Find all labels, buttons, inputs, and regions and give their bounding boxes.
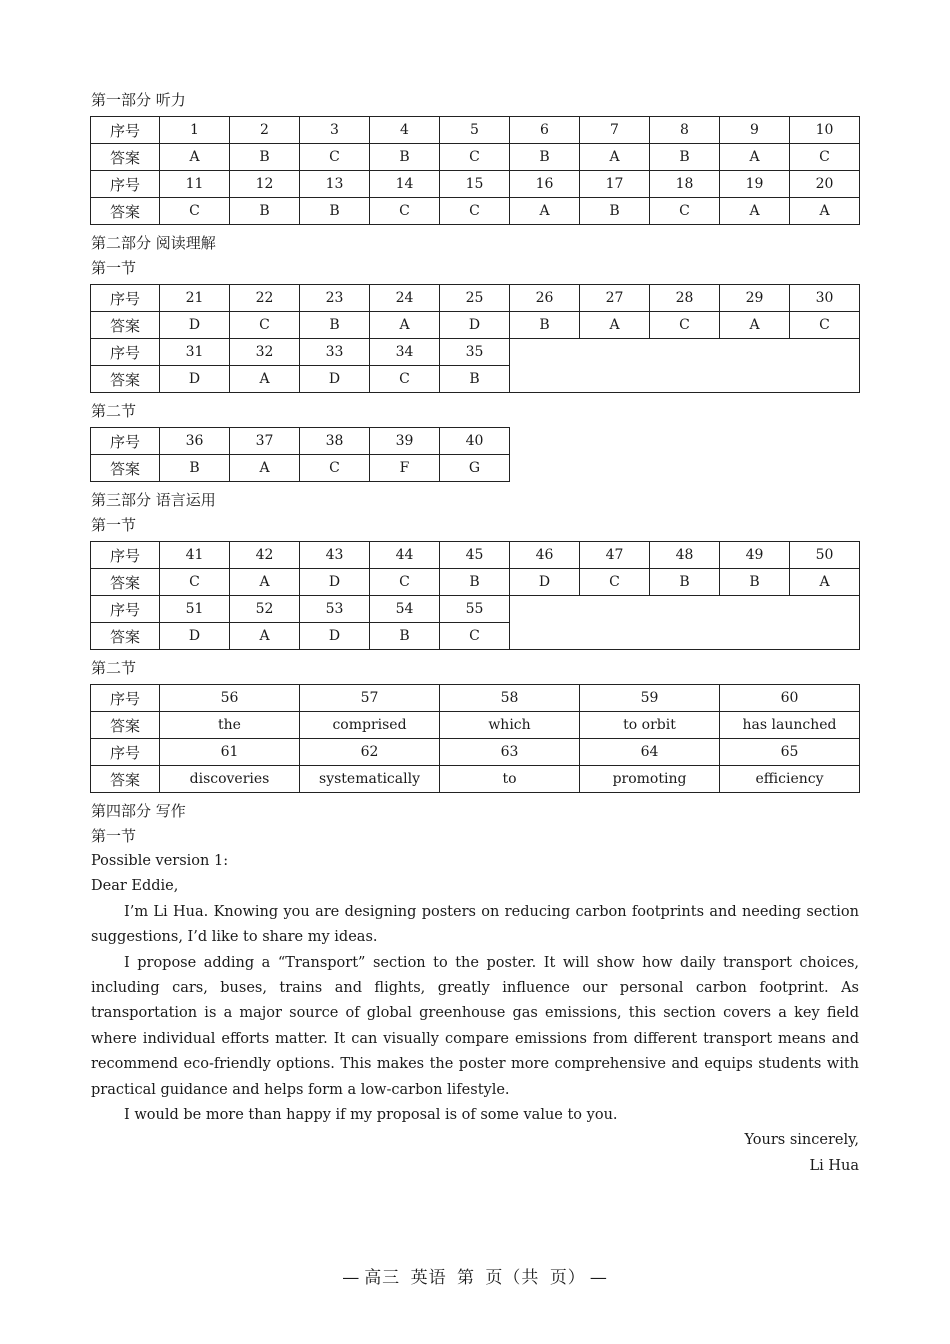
answer-cell: D [440, 312, 510, 339]
table-row [91, 428, 510, 455]
part3-heading: 第三部分 语言运用 [91, 491, 216, 509]
answer-cell: B [370, 144, 440, 171]
question-number: 33 [300, 339, 370, 366]
question-number: 59 [580, 685, 720, 712]
essay-greeting: Dear Eddie, [91, 878, 179, 895]
answer-cell: C [300, 455, 370, 482]
question-number: 9 [720, 117, 790, 144]
footer-total-suffix: 页） [549, 1268, 586, 1288]
row-label: 序号 [91, 117, 160, 144]
answer-cell: C [370, 569, 440, 596]
table-row [91, 739, 860, 766]
question-number: 12 [230, 171, 300, 198]
answer-cell: C [370, 366, 440, 393]
question-number: 5 [440, 117, 510, 144]
row-label: 答案 [91, 366, 160, 393]
row-label: 序号 [91, 285, 160, 312]
table-row [91, 198, 860, 225]
table-row [91, 542, 860, 569]
answer-cell: B [510, 312, 580, 339]
part2-section2-table [90, 427, 510, 482]
answer-cell: A [370, 312, 440, 339]
essay-version-label: Possible version 1: [91, 853, 229, 869]
answer-cell: A [580, 312, 650, 339]
row-label: 答案 [91, 623, 160, 650]
essay-paragraph: I propose adding a “Transport” section to the poster. It will show how daily transport choices, including cars, buses, trains and flights, greatly influence our personal carbon footprint. As transportation is a major source of global greenhouse gas emissions, this section covers a key field where individual efforts matter. It can visually compare emissions from different transport means and recommend eco-friendly options. This makes the poster more comprehensive and equips students with practical guidance and helps form a low-carbon lifestyle. [91, 954, 859, 1098]
part3-section1-table [90, 541, 860, 650]
table-row [91, 596, 860, 623]
footer-dash-left: — [342, 1268, 361, 1288]
question-number: 39 [370, 428, 440, 455]
footer-page-suffix: 页（共 [485, 1268, 540, 1288]
question-number: 44 [370, 542, 440, 569]
answer-cell: C [440, 198, 510, 225]
row-label: 序号 [91, 739, 160, 766]
question-number: 43 [300, 542, 370, 569]
question-number: 16 [510, 171, 580, 198]
answer-cell: to [440, 766, 580, 793]
part2-section1-table [90, 284, 860, 393]
question-number: 27 [580, 285, 650, 312]
question-number: 17 [580, 171, 650, 198]
part1-heading: 第一部分 听力 [91, 91, 186, 109]
question-number: 48 [650, 542, 720, 569]
question-number: 28 [650, 285, 720, 312]
answer-cell: B [440, 569, 510, 596]
answer-cell: D [300, 569, 370, 596]
question-number: 15 [440, 171, 510, 198]
table-row [91, 285, 860, 312]
table-row [91, 712, 860, 739]
row-label: 答案 [91, 198, 160, 225]
table-row [91, 569, 860, 596]
question-number: 3 [300, 117, 370, 144]
row-label: 答案 [91, 712, 160, 739]
answer-cell: C [440, 623, 510, 650]
essay-closing: Yours sincerely, [744, 1132, 859, 1149]
answer-cell: B [650, 569, 720, 596]
row-label: 答案 [91, 144, 160, 171]
question-number: 51 [160, 596, 230, 623]
answer-cell: B [440, 366, 510, 393]
question-number: 22 [230, 285, 300, 312]
part2-section2-heading: 第二节 [91, 402, 137, 420]
table-row [91, 117, 860, 144]
answer-cell: A [720, 144, 790, 171]
answer-cell: B [650, 144, 720, 171]
question-number: 29 [720, 285, 790, 312]
question-number: 47 [580, 542, 650, 569]
answer-cell: B [230, 198, 300, 225]
question-number: 50 [790, 542, 860, 569]
essay-signature: Li Hua [809, 1157, 859, 1174]
question-number: 19 [720, 171, 790, 198]
question-number: 64 [580, 739, 720, 766]
answer-cell: A [720, 198, 790, 225]
question-number: 32 [230, 339, 300, 366]
answer-cell: D [300, 623, 370, 650]
answer-cell: C [160, 198, 230, 225]
row-label: 序号 [91, 685, 160, 712]
question-number: 21 [160, 285, 230, 312]
row-label: 答案 [91, 455, 160, 482]
answer-cell: the [160, 712, 300, 739]
question-number: 35 [440, 339, 510, 366]
answer-cell: B [300, 312, 370, 339]
answer-cell: A [790, 569, 860, 596]
table-row [91, 144, 860, 171]
question-number: 41 [160, 542, 230, 569]
answer-cell: comprised [300, 712, 440, 739]
row-label: 序号 [91, 428, 160, 455]
part4-section1-heading: 第一节 [91, 827, 137, 845]
answer-cell: has launched [720, 712, 860, 739]
table-row [91, 685, 860, 712]
question-number: 54 [370, 596, 440, 623]
question-number: 65 [720, 739, 860, 766]
answer-cell: A [790, 198, 860, 225]
answer-cell: A [230, 569, 300, 596]
question-number: 6 [510, 117, 580, 144]
footer-page-label: 第 [457, 1268, 475, 1288]
answer-cell: efficiency [720, 766, 860, 793]
question-number: 18 [650, 171, 720, 198]
row-label: 答案 [91, 569, 160, 596]
part4-heading: 第四部分 写作 [91, 802, 186, 820]
page-footer [0, 1263, 950, 1288]
empty-cell [510, 596, 860, 650]
answer-cell: systematically [300, 766, 440, 793]
question-number: 56 [160, 685, 300, 712]
answer-cell: D [510, 569, 580, 596]
question-number: 23 [300, 285, 370, 312]
part2-section1-heading: 第一节 [91, 259, 137, 277]
row-label: 答案 [91, 766, 160, 793]
question-number: 61 [160, 739, 300, 766]
answer-cell: B [230, 144, 300, 171]
part2-heading: 第二部分 阅读理解 [91, 234, 216, 252]
answer-cell: D [160, 366, 230, 393]
answer-cell: C [790, 144, 860, 171]
question-number: 14 [370, 171, 440, 198]
row-label: 序号 [91, 171, 160, 198]
question-number: 53 [300, 596, 370, 623]
question-number: 25 [440, 285, 510, 312]
question-number: 26 [510, 285, 580, 312]
question-number: 57 [300, 685, 440, 712]
table-row [91, 312, 860, 339]
empty-cell [510, 339, 860, 393]
question-number: 60 [720, 685, 860, 712]
essay [91, 849, 859, 1179]
question-number: 4 [370, 117, 440, 144]
answer-cell: which [440, 712, 580, 739]
part1-answer-table [90, 116, 860, 225]
answer-cell: promoting [580, 766, 720, 793]
question-number: 34 [370, 339, 440, 366]
table-row [91, 766, 860, 793]
answer-cell: D [160, 623, 230, 650]
answer-cell: A [510, 198, 580, 225]
answer-cell: C [160, 569, 230, 596]
question-number: 55 [440, 596, 510, 623]
answer-cell: F [370, 455, 440, 482]
question-number: 11 [160, 171, 230, 198]
question-number: 49 [720, 542, 790, 569]
question-number: 63 [440, 739, 580, 766]
answer-cell: to orbit [580, 712, 720, 739]
question-number: 30 [790, 285, 860, 312]
answer-cell: B [720, 569, 790, 596]
answer-cell: A [230, 366, 300, 393]
row-label: 序号 [91, 596, 160, 623]
answer-cell: C [790, 312, 860, 339]
table-row [91, 171, 860, 198]
answer-cell: B [580, 198, 650, 225]
answer-cell: C [230, 312, 300, 339]
answer-cell: A [160, 144, 230, 171]
answer-cell: B [370, 623, 440, 650]
part3-section1-heading: 第一节 [91, 516, 137, 534]
footer-grade: 高三 [364, 1268, 401, 1288]
footer-dash-right: — [589, 1268, 608, 1288]
question-number: 52 [230, 596, 300, 623]
question-number: 37 [230, 428, 300, 455]
answer-cell: discoveries [160, 766, 300, 793]
row-label: 序号 [91, 542, 160, 569]
question-number: 62 [300, 739, 440, 766]
question-number: 7 [580, 117, 650, 144]
question-number: 24 [370, 285, 440, 312]
question-number: 31 [160, 339, 230, 366]
answer-cell: A [720, 312, 790, 339]
question-number: 46 [510, 542, 580, 569]
question-number: 8 [650, 117, 720, 144]
answer-cell: D [300, 366, 370, 393]
question-number: 20 [790, 171, 860, 198]
row-label: 序号 [91, 339, 160, 366]
question-number: 40 [440, 428, 510, 455]
footer-subject: 英语 [410, 1268, 447, 1288]
answer-cell: D [160, 312, 230, 339]
answer-cell: B [160, 455, 230, 482]
answer-cell: B [510, 144, 580, 171]
question-number: 45 [440, 542, 510, 569]
answer-cell: G [440, 455, 510, 482]
question-number: 42 [230, 542, 300, 569]
answer-cell: C [650, 312, 720, 339]
answer-cell: C [650, 198, 720, 225]
question-number: 10 [790, 117, 860, 144]
part3-section2-heading: 第二节 [91, 659, 137, 677]
answer-cell: C [300, 144, 370, 171]
question-number: 1 [160, 117, 230, 144]
question-number: 38 [300, 428, 370, 455]
question-number: 58 [440, 685, 580, 712]
table-row [91, 339, 860, 366]
question-number: 13 [300, 171, 370, 198]
row-label: 答案 [91, 312, 160, 339]
answer-cell: A [580, 144, 650, 171]
answer-cell: C [370, 198, 440, 225]
answer-cell: C [580, 569, 650, 596]
essay-paragraph: I would be more than happy if my proposal is of some value to you. [124, 1107, 618, 1124]
answer-cell: B [300, 198, 370, 225]
answer-cell: C [440, 144, 510, 171]
table-row [91, 455, 510, 482]
answer-cell: A [230, 623, 300, 650]
essay-paragraph: I’m Li Hua. Knowing you are designing posters on reducing carbon footprints and needing section suggestions, I’d like to share my ideas. [91, 903, 859, 946]
answer-cell: A [230, 455, 300, 482]
question-number: 2 [230, 117, 300, 144]
part3-section2-table [90, 684, 860, 793]
question-number: 36 [160, 428, 230, 455]
